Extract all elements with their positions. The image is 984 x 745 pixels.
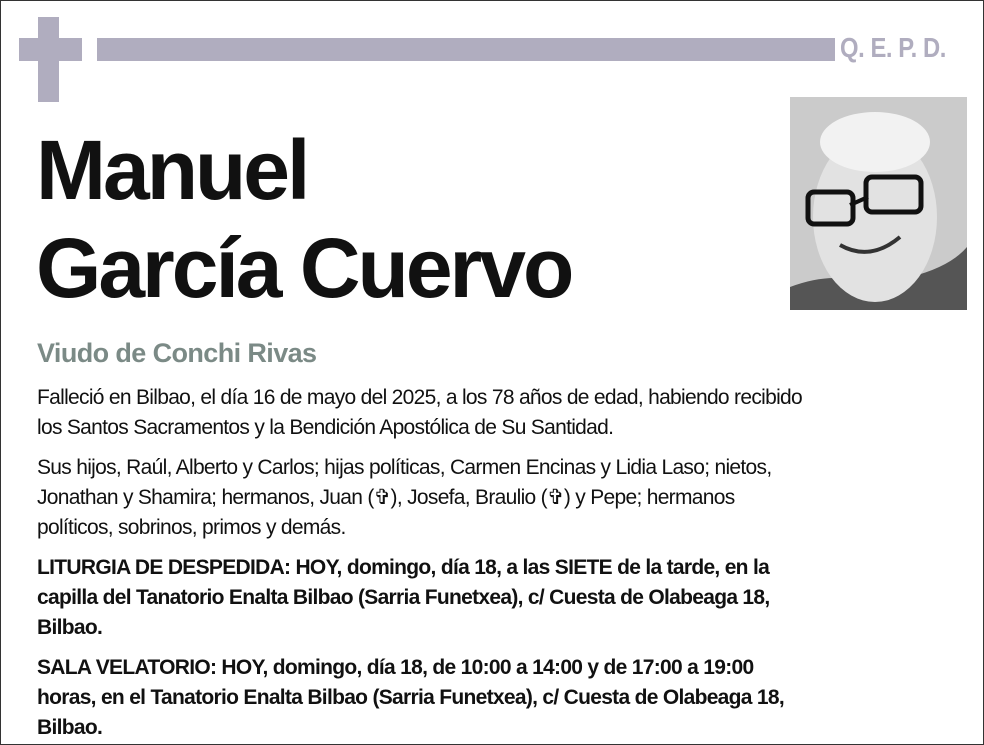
- text-line: políticos, sobrinos, primos y demás.: [37, 516, 346, 539]
- text-line: horas, en el Tanatorio Enalta Bilbao (Sarria Funetxea), c/ Cuesta de Olabeaga 18,: [37, 686, 784, 709]
- text-line: Falleció en Bilbao, el día 16 de mayo del 2025, a los 78 años de edad, habiendo recibido: [37, 386, 802, 409]
- text-line: Sus hijos, Raúl, Alberto y Carlos; hijas políticas, Carmen Encinas y Lidia Laso; nietos,: [37, 456, 772, 479]
- deceased-surnames: García Cuervo: [36, 221, 572, 315]
- liturgy-paragraph: [37, 553, 770, 643]
- subtitle: Viudo de Conchi Rivas: [37, 338, 317, 368]
- text-line: Jonathan y Shamira; hermanos, Juan (✞), Josefa, Braulio (✞) y Pepe; hermanos: [37, 486, 735, 509]
- text-line: Bilbao.: [37, 716, 103, 739]
- text-line: Bilbao.: [37, 616, 103, 639]
- qepd-label: Q. E. P. D.: [840, 32, 946, 63]
- death-notice-paragraph: [37, 383, 802, 443]
- wake-room-paragraph: [37, 653, 784, 743]
- deceased-photo: [790, 97, 967, 310]
- cross-icon-arm: [19, 38, 82, 61]
- family-paragraph: [37, 453, 771, 543]
- text-line: los Santos Sacramentos y la Bendición Apostólica de Su Santidad.: [37, 416, 614, 439]
- text-line: SALA VELATORIO: HOY, domingo, día 18, de 10:00 a 14:00 y de 17:00 a 19:00: [37, 656, 754, 679]
- text-line: LITURGIA DE DESPEDIDA: HOY, domingo, día 18, a las SIETE de la tarde, en la: [37, 556, 770, 579]
- deceased-first-name: Manuel: [36, 123, 308, 217]
- text-line: capilla del Tanatorio Enalta Bilbao (Sarria Funetxea), c/ Cuesta de Olabeaga 18,: [37, 586, 770, 609]
- header-bar: [97, 38, 835, 61]
